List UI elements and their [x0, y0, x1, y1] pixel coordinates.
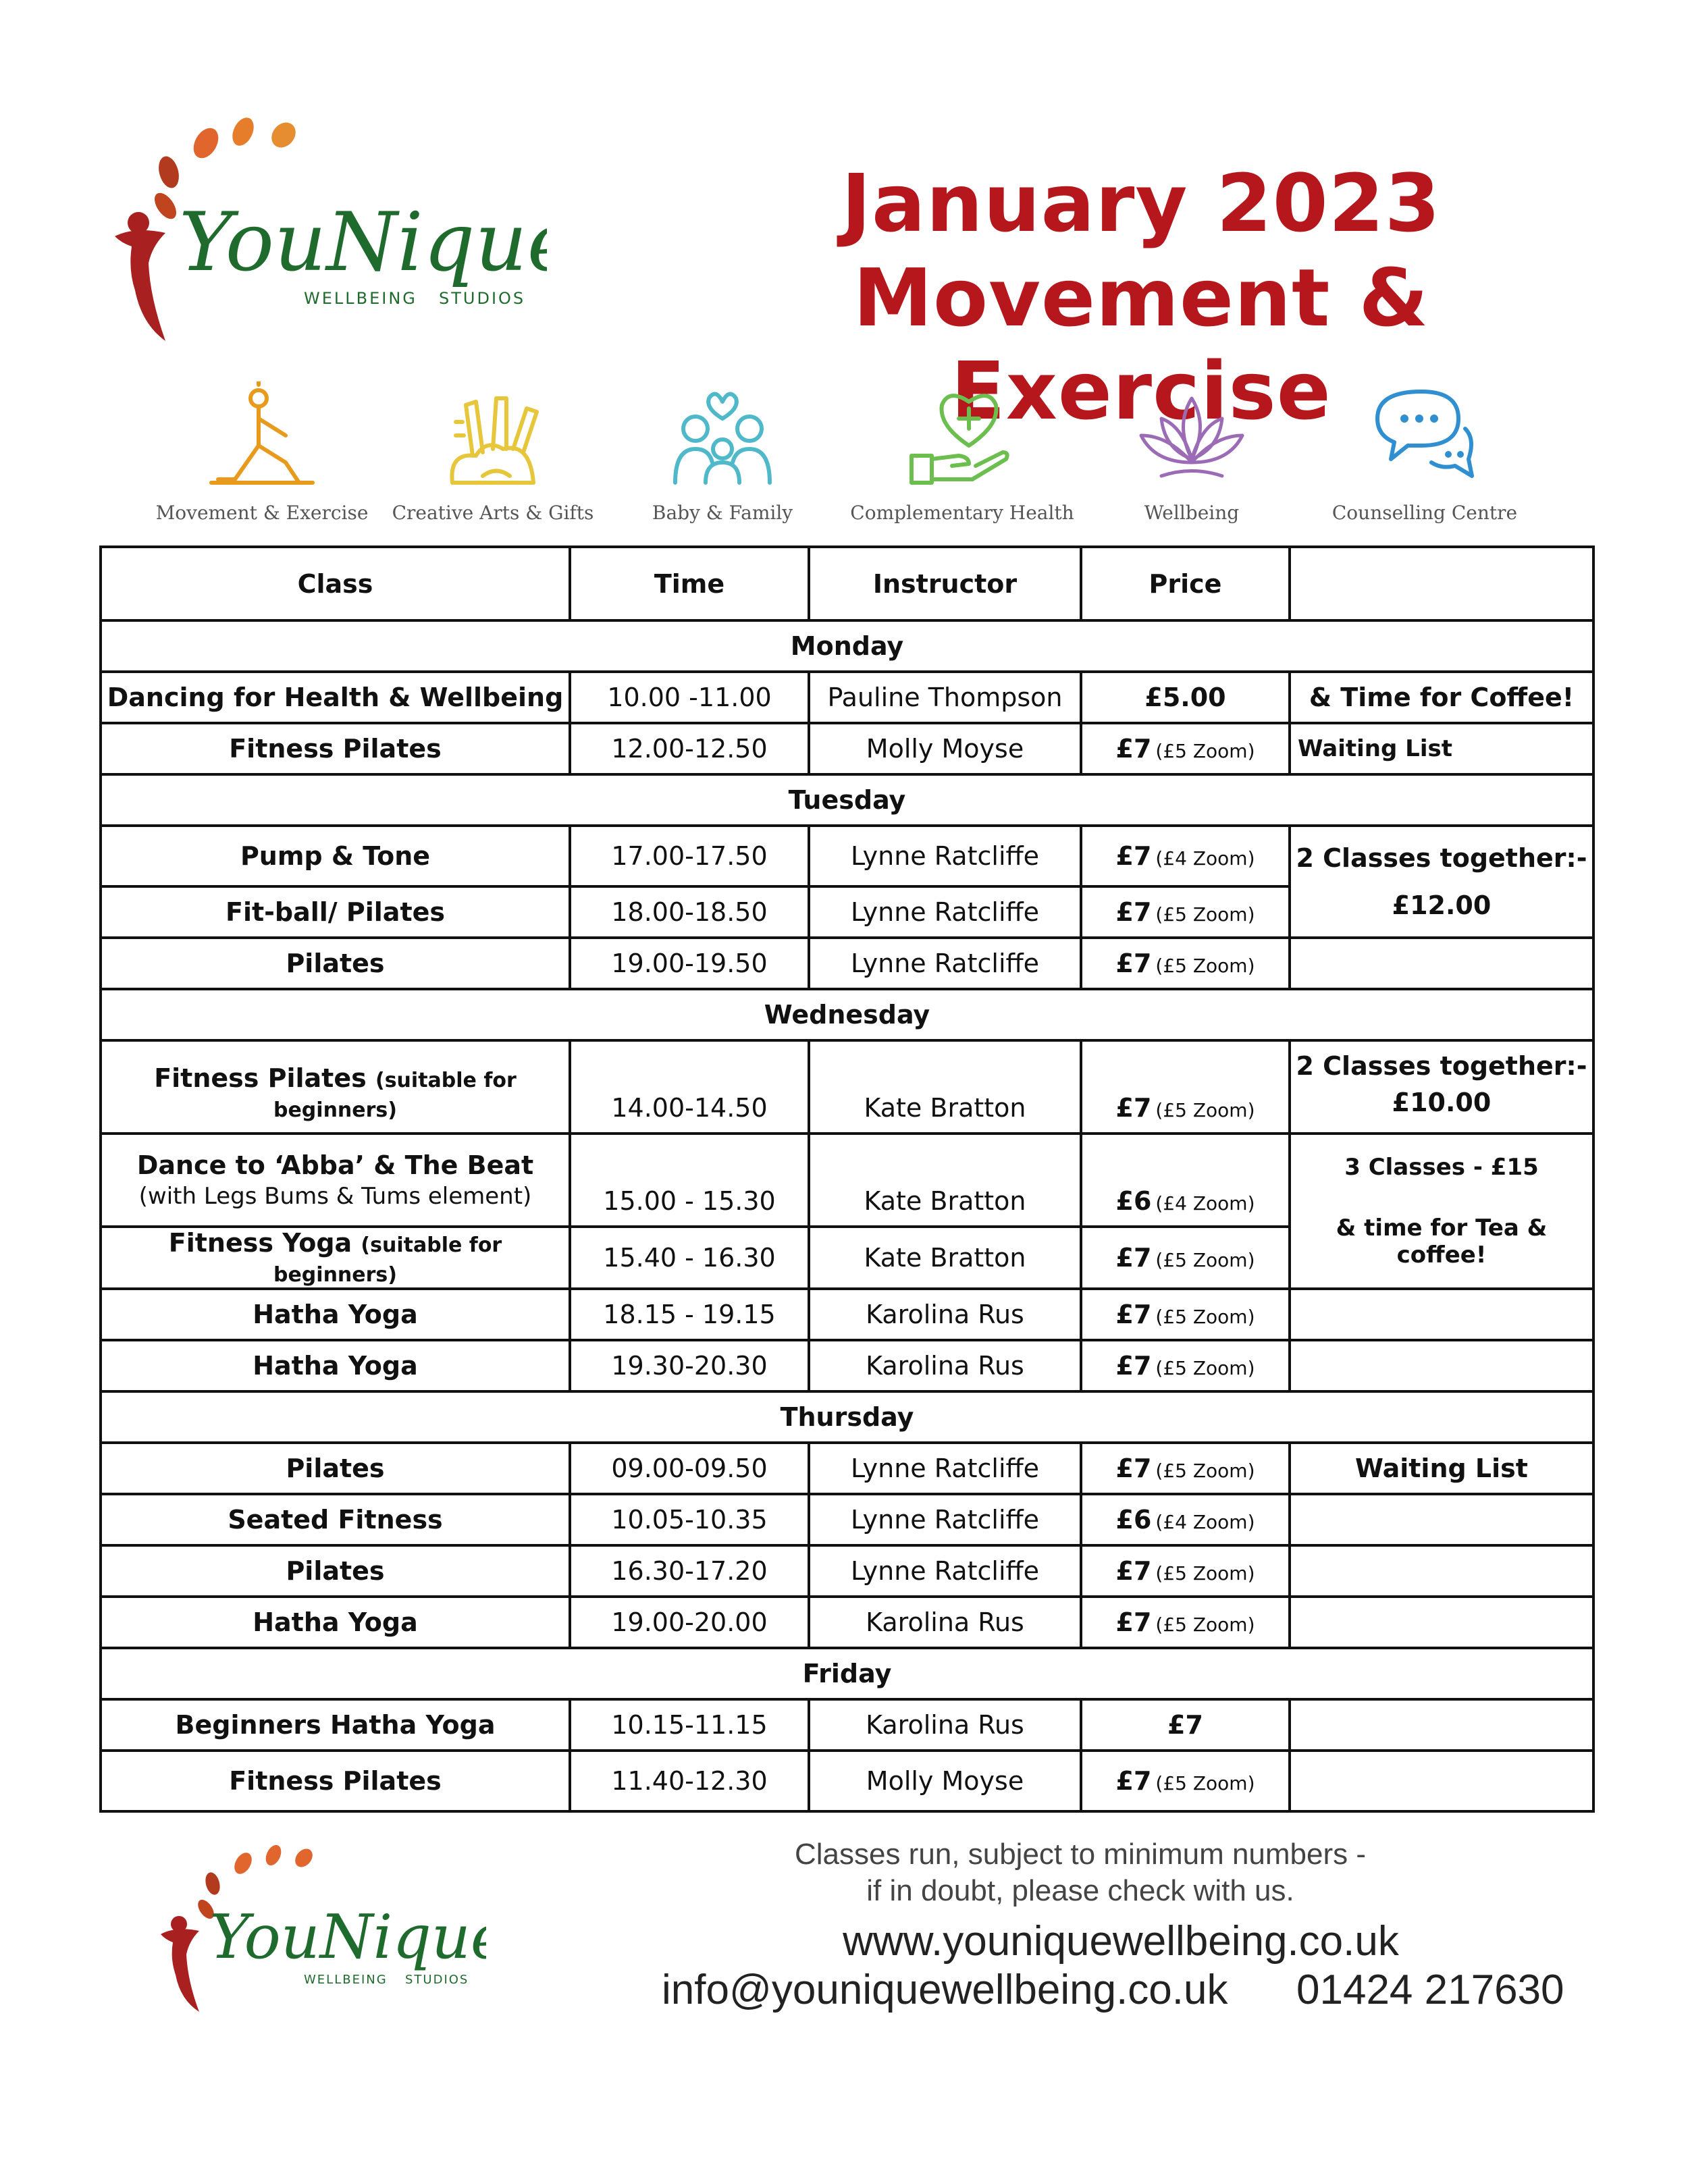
class-price: £7 (£5 Zoom): [1081, 1751, 1290, 1811]
class-name: Seated Fitness: [101, 1494, 570, 1545]
class-note: & Time for Coffee!: [1290, 672, 1593, 723]
table-row: [101, 1443, 1593, 1494]
class-instructor: Karolina Rus: [809, 1699, 1081, 1751]
class-time: 15.40 - 16.30: [570, 1227, 809, 1289]
table-row: [101, 672, 1593, 723]
table-row: [101, 1545, 1593, 1597]
heart-hand-icon: [905, 381, 1020, 489]
day-row-monday: [101, 620, 1593, 672]
class-instructor: Karolina Rus: [809, 1597, 1081, 1648]
class-time: 19.00-20.00: [570, 1597, 809, 1648]
logo-wordmark: YouNique: [179, 196, 547, 290]
yoga-pose-icon: [205, 381, 319, 489]
class-note: [1290, 1340, 1593, 1391]
lotus-icon: [1134, 381, 1249, 489]
footer-logo: [149, 1836, 486, 2019]
brand-logo: [101, 108, 547, 351]
logo-sub-right: STUDIOS: [439, 289, 526, 308]
class-instructor: Lynne Ratcliffe: [809, 938, 1081, 989]
column-header-price: Price: [1081, 547, 1290, 620]
day-label: Monday: [101, 620, 1593, 672]
class-instructor: Molly Moyse: [809, 1751, 1081, 1811]
class-price: £7 (£5 Zoom): [1081, 1227, 1290, 1289]
day-row-friday: [101, 1648, 1593, 1699]
class-time: 10.05-10.35: [570, 1494, 809, 1545]
category-family: [608, 381, 837, 524]
class-time: 12.00-12.50: [570, 723, 809, 774]
footer-website-link[interactable]: www.youniquewellbeing.co.uk: [843, 1918, 1399, 1965]
class-time: 19.00-19.50: [570, 938, 809, 989]
class-note: Waiting List: [1290, 723, 1593, 774]
logo-figure: [115, 212, 165, 341]
class-instructor: Kate Bratton: [809, 1040, 1081, 1134]
class-time: 18.00-18.50: [570, 886, 809, 938]
class-price: £7 (£5 Zoom): [1081, 1040, 1290, 1134]
class-price: £7 (£5 Zoom): [1081, 723, 1290, 774]
class-name: Fitness Pilates (suitable for beginners): [101, 1040, 570, 1134]
column-header-extra: [1290, 547, 1593, 620]
class-time: 15.00 - 15.30: [570, 1134, 809, 1227]
table-row: [101, 1597, 1593, 1648]
class-name: Dance to ‘Abba’ & The Beat (with Legs Bums & Tums element): [101, 1134, 570, 1227]
category-complementary: [847, 381, 1077, 524]
wednesday-offer-3: 3 Classes - £15 & time for Tea & coffee!: [1290, 1134, 1593, 1289]
wednesday-offer-2: 2 Classes together:- £10.00: [1290, 1040, 1593, 1134]
table-row: [101, 938, 1593, 989]
class-price: £5.00: [1081, 672, 1290, 723]
column-header-time: Time: [570, 547, 809, 620]
table-row: [101, 1699, 1593, 1751]
column-header-class: Class: [101, 547, 570, 620]
class-name: Fitness Yoga (suitable for beginners): [101, 1227, 570, 1289]
art-supplies-icon: [436, 381, 550, 489]
class-price: £7 (£5 Zoom): [1081, 1597, 1290, 1648]
class-name: Pump & Tone: [101, 826, 570, 886]
class-name: Pilates: [101, 1443, 570, 1494]
class-name: Hatha Yoga: [101, 1597, 570, 1648]
class-instructor: Karolina Rus: [809, 1289, 1081, 1340]
category-creative: [378, 381, 608, 524]
table-row: [101, 1134, 1593, 1227]
family-icon: [665, 381, 780, 489]
page-title-month: January 2023: [841, 157, 1441, 250]
day-label: Tuesday: [101, 774, 1593, 826]
class-note: [1290, 1699, 1593, 1751]
class-name: Pilates: [101, 938, 570, 989]
class-name: Fitness Pilates: [101, 723, 570, 774]
class-time: 11.40-12.30: [570, 1751, 809, 1811]
footer-notice-line1: Classes run, subject to minimum numbers -: [794, 1838, 1367, 1871]
day-label: Friday: [101, 1648, 1593, 1699]
class-note: [1290, 938, 1593, 989]
day-label: Thursday: [101, 1391, 1593, 1443]
class-note: Waiting List: [1290, 1443, 1593, 1494]
class-schedule-table: [99, 545, 1595, 1813]
class-instructor: Lynne Ratcliffe: [809, 1545, 1081, 1597]
class-name: Hatha Yoga: [101, 1340, 570, 1391]
footer-logo-sub-left: WELLBEING: [304, 1973, 388, 1987]
table-row: [101, 1751, 1593, 1811]
category-label: Complementary Health: [850, 502, 1074, 524]
class-time: 10.15-11.15: [570, 1699, 809, 1751]
class-note: [1290, 1289, 1593, 1340]
class-price: £7 (£5 Zoom): [1081, 938, 1290, 989]
footer-notice-line2: if in doubt, please check with us.: [866, 1874, 1294, 1907]
day-row-tuesday: [101, 774, 1593, 826]
column-header-instructor: Instructor: [809, 547, 1081, 620]
class-instructor: Lynne Ratcliffe: [809, 826, 1081, 886]
class-instructor: Molly Moyse: [809, 723, 1081, 774]
footer-email-link[interactable]: info@youniquewellbeing.co.uk: [662, 1967, 1228, 2013]
class-price: £7 (£5 Zoom): [1081, 1545, 1290, 1597]
class-price: £7 (£4 Zoom): [1081, 826, 1290, 886]
class-name: Dancing for Health & Wellbeing: [101, 672, 570, 723]
logo-sub-left: WELLBEING: [304, 289, 417, 308]
footer-logo-sub-right: STUDIOS: [405, 1973, 469, 1987]
table-row: [101, 826, 1593, 886]
class-instructor: Lynne Ratcliffe: [809, 886, 1081, 938]
day-label: Wednesday: [101, 989, 1593, 1040]
class-price: £7 (£5 Zoom): [1081, 1340, 1290, 1391]
speech-bubbles-icon: [1367, 381, 1482, 489]
class-price: £7 (£5 Zoom): [1081, 886, 1290, 938]
footer-logo-wordmark: YouNique: [209, 1902, 486, 1973]
tuesday-offer: 2 Classes together:- £12.00: [1290, 826, 1593, 938]
class-time: 16.30-17.20: [570, 1545, 809, 1597]
class-price: £7 (£5 Zoom): [1081, 1443, 1290, 1494]
table-row: [101, 1289, 1593, 1340]
table-row: [101, 1494, 1593, 1545]
class-instructor: Pauline Thompson: [809, 672, 1081, 723]
class-time: 09.00-09.50: [570, 1443, 809, 1494]
class-name: Fit-ball/ Pilates: [101, 886, 570, 938]
category-label: Creative Arts & Gifts: [392, 502, 594, 524]
class-name: Beginners Hatha Yoga: [101, 1699, 570, 1751]
category-wellbeing: [1077, 381, 1307, 524]
page-title-category: Movement & Exercise: [853, 251, 1429, 437]
table-row: [101, 723, 1593, 774]
day-row-thursday: [101, 1391, 1593, 1443]
class-time: 14.00-14.50: [570, 1040, 809, 1134]
class-instructor: Kate Bratton: [809, 1134, 1081, 1227]
class-time: 17.00-17.50: [570, 826, 809, 886]
category-label: Counselling Centre: [1331, 502, 1518, 524]
category-movement: [147, 381, 377, 524]
category-label: Wellbeing: [1144, 502, 1240, 524]
class-instructor: Lynne Ratcliffe: [809, 1494, 1081, 1545]
class-time: 18.15 - 19.15: [570, 1289, 809, 1340]
class-name: Pilates: [101, 1545, 570, 1597]
class-name: Fitness Pilates: [101, 1751, 570, 1811]
class-note: [1290, 1751, 1593, 1811]
class-instructor: Kate Bratton: [809, 1227, 1081, 1289]
category-label: Movement & Exercise: [155, 502, 369, 524]
class-price: £7: [1081, 1699, 1290, 1751]
class-instructor: Lynne Ratcliffe: [809, 1443, 1081, 1494]
class-price: £6 (£4 Zoom): [1081, 1134, 1290, 1227]
class-note: [1290, 1597, 1593, 1648]
class-instructor: Karolina Rus: [809, 1340, 1081, 1391]
table-row: [101, 1040, 1593, 1134]
class-name: Hatha Yoga: [101, 1289, 570, 1340]
class-note: [1290, 1545, 1593, 1597]
category-label: Baby & Family: [652, 502, 793, 524]
class-time: 10.00 -11.00: [570, 672, 809, 723]
table-row: [101, 1340, 1593, 1391]
class-price: £6 (£4 Zoom): [1081, 1494, 1290, 1545]
class-price: £7 (£5 Zoom): [1081, 1289, 1290, 1340]
category-counselling: [1310, 381, 1539, 524]
class-note: [1290, 1494, 1593, 1545]
class-time: 19.30-20.30: [570, 1340, 809, 1391]
day-row-wednesday: [101, 989, 1593, 1040]
table-header-row: [101, 547, 1593, 620]
footer-phone[interactable]: 01424 217630: [1296, 1967, 1564, 2013]
